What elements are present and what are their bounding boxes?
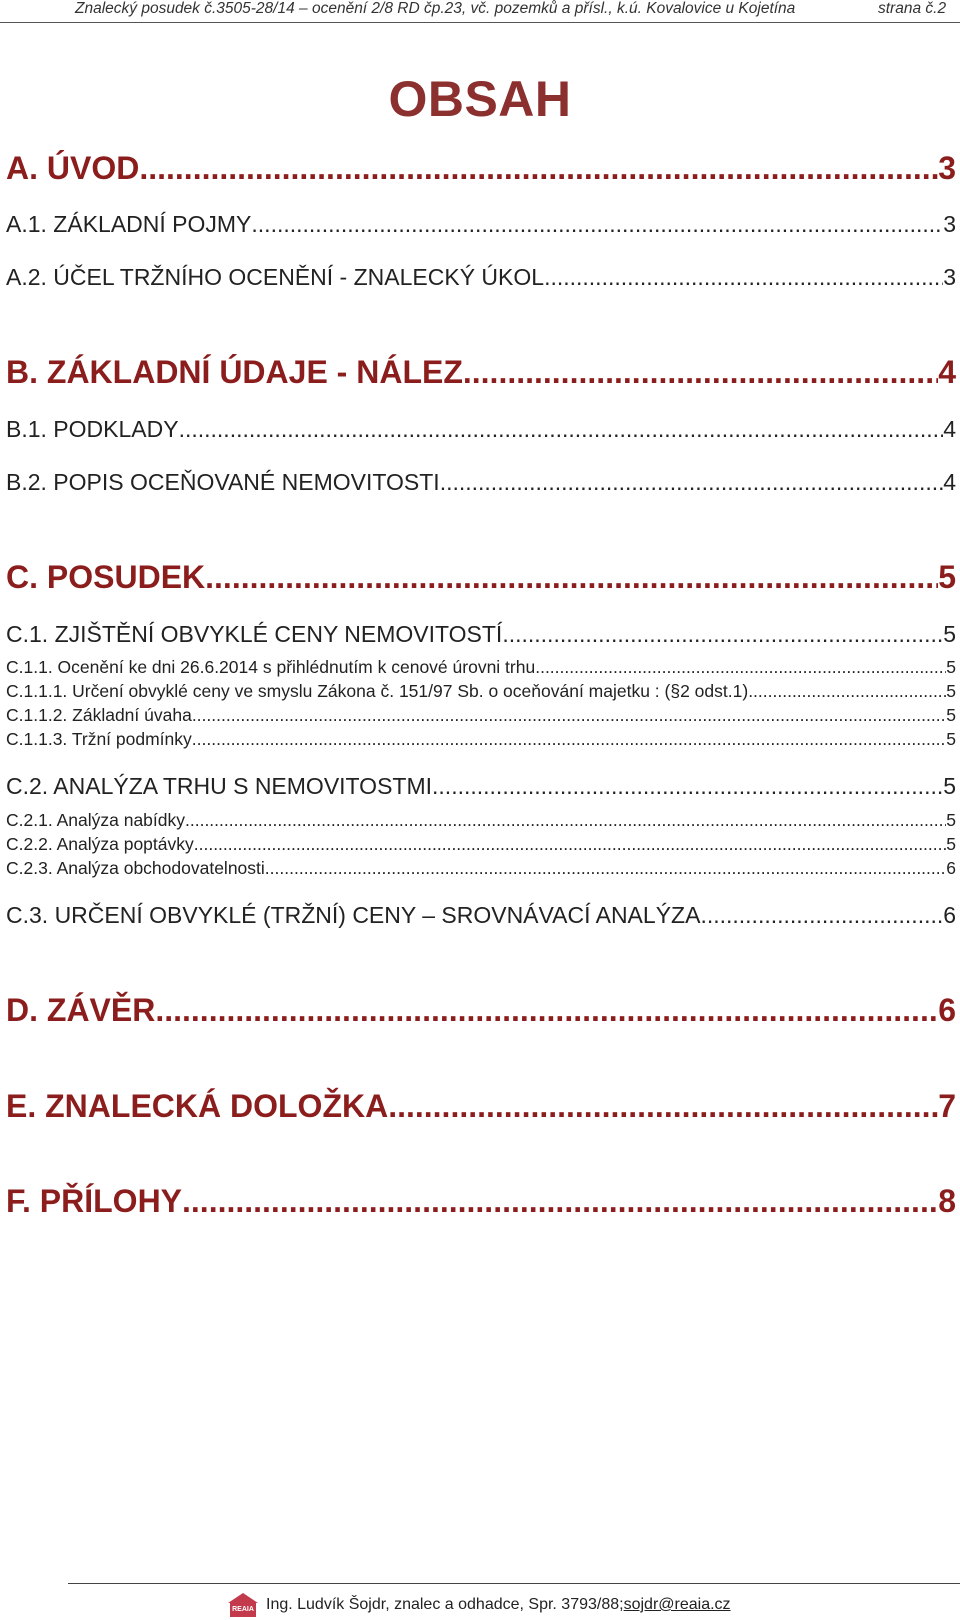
toc-entry-c11[interactable] [6,657,956,678]
toc-entry-b2[interactable] [6,469,956,496]
toc-entry-page: 6 [943,902,956,928]
toc-entry-label: B.2. POPIS OCEŇOVANÉ NEMOVITOSTI [6,469,440,495]
toc-entry-label: A.2. ÚČEL TRŽNÍHO OCENĚNÍ - ZNALECKÝ ÚKOL [6,264,545,290]
toc-entry-f[interactable] [6,1183,956,1220]
toc-entry-label: C. POSUDEK [6,559,206,595]
toc-entry-label: A.1. ZÁKLADNÍ POJMY [6,211,252,237]
toc-entry-page: 4 [943,416,956,442]
toc-entry-page: 7 [938,1088,956,1124]
toc-entry-page: 5 [946,834,956,854]
footer-divider [68,1583,960,1584]
reaia-logo-text: REAIA [230,1603,256,1617]
toc-entry-page: 8 [938,1183,956,1219]
toc-entry-c23[interactable] [6,858,956,879]
toc-entry-b[interactable] [6,354,956,391]
toc-entry-a2[interactable] [6,264,956,291]
toc-entry-label: C.2. ANALÝZA TRHU S NEMOVITOSTMI [6,773,433,799]
page-title: OBSAH [388,71,572,127]
toc-entry-c2[interactable] [6,773,956,800]
toc-entry-c1[interactable] [6,621,956,648]
toc-entry-label: F. PŘÍLOHY [6,1183,183,1219]
toc-entry-label: B. ZÁKLADNÍ ÚDAJE - NÁLEZ [6,354,463,390]
toc-entry-label: C.2.2. Analýza poptávky [6,834,194,854]
page-footer [228,1593,731,1617]
toc-entry-b1[interactable] [6,416,956,443]
toc-entry-page: 6 [946,858,956,878]
header-page-number: strana č.2 [878,0,947,17]
toc-entry-page: 3 [943,264,956,290]
toc-entry-c111[interactable] [6,681,956,702]
toc-entry-page: 3 [943,211,956,237]
toc-entry-c113[interactable] [6,729,956,750]
toc-entry-label: D. ZÁVĚR [6,992,156,1028]
toc-entry-c3[interactable] [6,902,956,929]
toc-entry-label: C.3. URČENÍ OBVYKLÉ (TRŽNÍ) CENY – SROVNÁVACÍ ANALÝZA [6,902,701,928]
toc-entry-label: C.1. ZJIŠTĚNÍ OBVYKLÉ CENY NEMOVITOSTÍ [6,621,503,647]
toc-entry-label: C.1.1.3. Tržní podmínky [6,729,192,749]
toc-entry-page: 5 [946,729,956,749]
toc-entry-a[interactable] [6,150,956,187]
toc-entry-label: C.1.1.1. Určení obvyklé ceny ve smyslu Zákona č. 151/97 Sb. o oceňování majetku : (§2 odst.1) [6,681,749,701]
toc-entry-c112[interactable] [6,705,956,726]
toc-entry-d[interactable] [6,992,956,1029]
page-header [0,0,960,23]
toc-entry-label: A. ÚVOD [6,150,140,186]
toc-entry-page: 5 [943,621,956,647]
toc-entry-c21[interactable] [6,810,956,831]
toc-entry-label: C.2.1. Analýza nabídky [6,810,185,830]
toc-entry-c[interactable] [6,559,956,596]
toc-entry-page: 5 [946,657,956,677]
toc-entry-label: C.1.1. Ocenění ke dni 26.6.2014 s přihlédnutím k cenové úrovni trhu. [6,657,541,677]
toc-entry-label: E. ZNALECKÁ DOLOŽKA [6,1088,389,1124]
toc-entry-a1[interactable] [6,211,956,238]
toc-entry-label: C.1.1.2. Základní úvaha [6,705,192,725]
toc-entry-page: 5 [946,810,956,830]
footer-author: Ing. Ludvík Šojdr, znalec a odhadce, Spr. 3793/88; [266,1596,624,1613]
footer-email-link[interactable]: sojdr@reaia.cz [623,1596,731,1613]
toc-entry-label: C.2.3. Analýza obchodovatelnosti [6,858,265,878]
toc-entry-page: 4 [938,354,956,390]
toc-entry-c22[interactable] [6,834,956,855]
toc-entry-label: B.1. PODKLADY [6,416,179,442]
toc-entry-page: 3 [938,150,956,186]
toc-entry-e[interactable] [6,1088,956,1125]
toc-entry-page: 4 [943,469,956,495]
toc-entry-page: 5 [946,681,956,701]
toc-entry-page: 5 [943,773,956,799]
toc-entry-page: 5 [946,705,956,725]
toc-entry-page: 5 [938,559,956,595]
toc-entry-page: 6 [938,992,956,1028]
reaia-logo [228,1593,258,1617]
header-document-title: Znalecký posudek č.3505-28/14 – ocenění 2/8 RD čp.23, vč. pozemků a přísl., k.ú. Kovalovice u Kojetína [75,0,796,17]
